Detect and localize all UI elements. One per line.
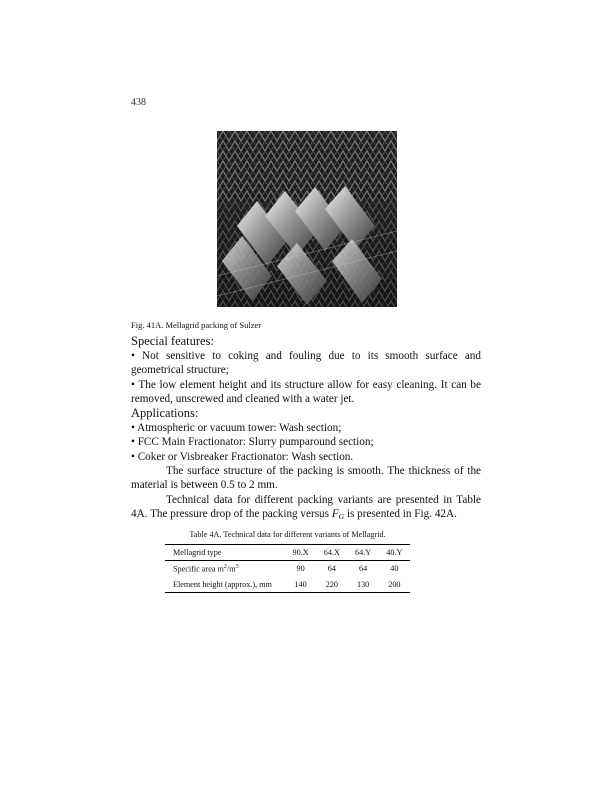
table-row	[165, 577, 410, 593]
paragraph-surface: The surface structure of the packing is smooth. The thickness of the material is between 0.5 to 2 mm.	[131, 465, 481, 492]
table-header-cell: 90.X	[285, 545, 316, 561]
figure-packing-photo	[217, 131, 397, 307]
table-header-cell: 64.Y	[348, 545, 379, 561]
table-cell: 200	[388, 579, 401, 589]
special-feature-2: • The low element height and its structure allow for easy cleaning. It can be removed, unscrewed and cleaned with a water jet.	[131, 378, 481, 405]
technical-data-table	[165, 544, 410, 593]
technical-data-table-block	[165, 530, 410, 593]
paragraph-technical-text: Technical data for different packing variants are presented in Table 4A. The pressure drop of the packing versus	[131, 493, 481, 520]
table-cell: 220	[325, 579, 339, 589]
table-row-label: Specific area $m^2/m^3$	[173, 564, 239, 574]
application-3: • Coker or Visbreaker Fractionator: Wash section.	[131, 450, 354, 463]
table-header-cell: Mellagrid type	[165, 545, 285, 561]
application-1: • Atmospheric or vacuum tower: Wash section;	[131, 422, 342, 435]
table-cell: 64	[359, 564, 368, 574]
special-features-heading: Special features:	[131, 334, 214, 348]
paragraph-technical-data	[131, 493, 481, 525]
table-cell: 90	[296, 564, 305, 574]
table-header-cell: 40.Y	[379, 545, 410, 561]
applications-heading: Applications:	[131, 406, 199, 421]
table-header-cell: 64.X	[316, 545, 347, 561]
application-2: • FCC Main Fractionator: Slurry pumparound section;	[131, 436, 374, 449]
table-row	[165, 561, 410, 577]
fg-symbol: F	[331, 507, 339, 520]
table-cell: 130	[356, 579, 370, 589]
page-number: 438	[131, 97, 146, 108]
table-cell: 140	[294, 579, 307, 589]
table-cell: 40	[390, 564, 399, 574]
table-header-row	[165, 545, 410, 561]
body-text	[131, 334, 481, 524]
table-row-label: Element height (approx.), mm	[173, 579, 272, 589]
fg-subscript: G	[338, 511, 345, 521]
table-caption: Table 4A. Technical data for different variants of Mellagrid.	[189, 530, 386, 539]
figure-caption: Fig. 41A. Mellagrid packing of Sulzer	[131, 320, 262, 330]
table-cell: 64	[327, 564, 336, 574]
special-feature-1: • Not sensitive to coking and fouling due to its smooth surface and geometrical structure;	[131, 350, 481, 377]
paragraph-technical-tail: is presented in Fig. 42A.	[344, 507, 457, 520]
